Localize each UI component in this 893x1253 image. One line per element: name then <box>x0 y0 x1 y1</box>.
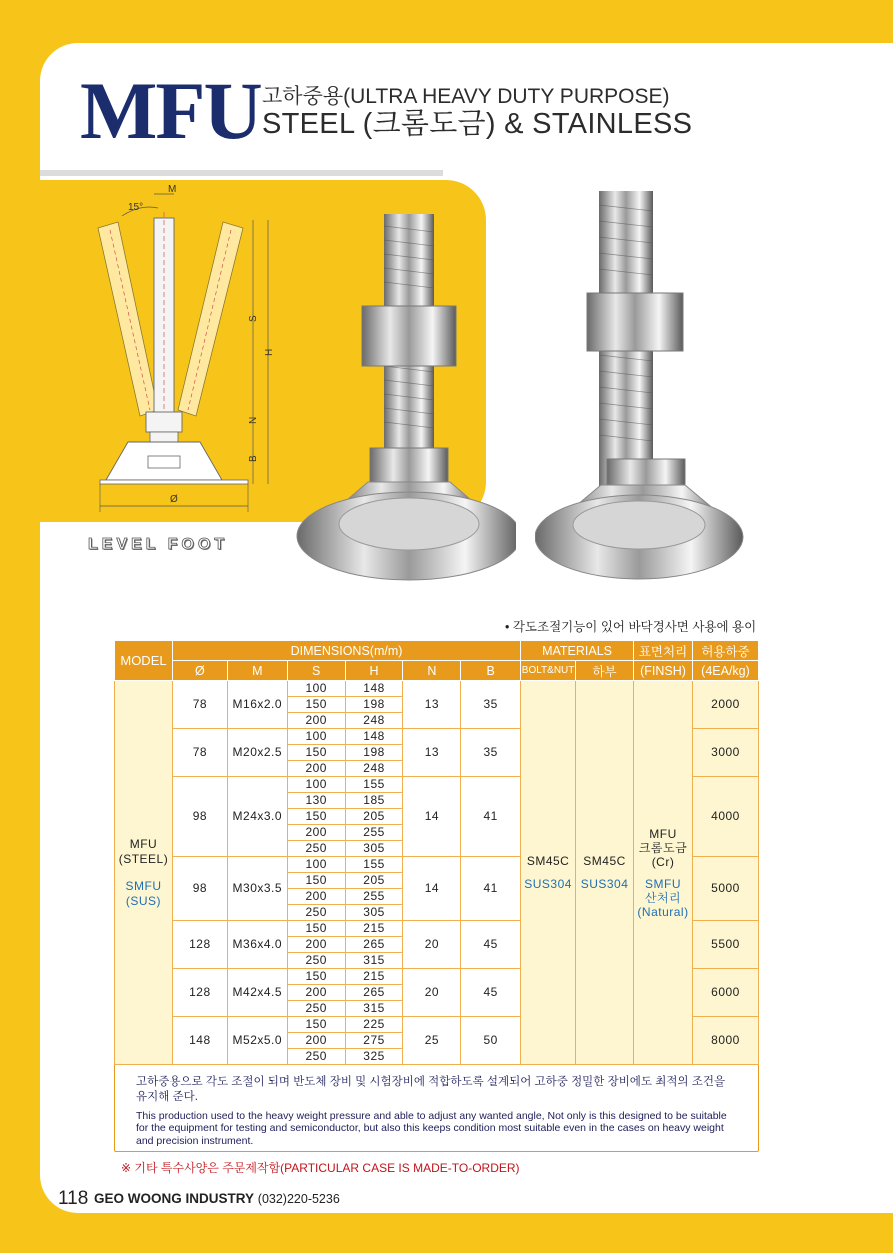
steel-hex-nut <box>362 306 456 366</box>
dia-cell: 98 <box>172 777 227 857</box>
company-phone: (032)220-5236 <box>257 1192 340 1206</box>
s-cell: 200 <box>287 713 345 729</box>
h-cell: 215 <box>345 921 403 937</box>
header-finish-en: (FINSH) <box>634 661 693 681</box>
s-cell: 130 <box>287 793 345 809</box>
description-korean: 고하중용으로 각도 조절이 되며 반도체 장비 및 시험장비에 적합하도록 설계되어 고하중 정밀한 장비에도 최적의 조건을 유지해 준다. <box>136 1076 726 1103</box>
dim-b-label: B <box>248 455 259 462</box>
s-cell: 100 <box>287 777 345 793</box>
model-steel-type: (STEEL) <box>118 851 169 866</box>
h-cell: 305 <box>345 905 403 921</box>
bolt-steel: SM45C <box>526 853 570 868</box>
h-cell: 315 <box>345 1001 403 1017</box>
header-dimensions: DIMENSIONS(m/m) <box>172 641 520 661</box>
s-cell: 200 <box>287 889 345 905</box>
header-load-en: (4EA/kg) <box>693 661 759 681</box>
header-h: H <box>345 661 403 681</box>
base-material-cell <box>576 681 634 1065</box>
base-sus: SUS304 <box>580 876 629 891</box>
steel-base-top <box>339 498 479 550</box>
bolt-material-cell <box>521 681 576 1065</box>
sus-hex-nut <box>587 293 683 351</box>
b-cell: 41 <box>461 857 521 921</box>
n-cell: 25 <box>403 1017 461 1065</box>
product-subtitle: 고하중용(ULTRA HEAVY DUTY PURPOSE) <box>262 85 670 108</box>
level-foot-diagram <box>88 180 288 520</box>
dia-cell: 148 <box>172 1017 227 1065</box>
h-cell: 215 <box>345 969 403 985</box>
dim-angle-label: 15° <box>128 202 144 213</box>
h-cell: 255 <box>345 825 403 841</box>
h-cell: 148 <box>345 729 403 745</box>
finish-steel-ko: 크롬도금 <box>638 840 688 855</box>
spec-table <box>114 640 759 1065</box>
n-cell: 14 <box>403 857 461 921</box>
h-cell: 148 <box>345 681 403 697</box>
header-base: 하부 <box>576 661 634 681</box>
s-cell: 150 <box>287 921 345 937</box>
thread-cell: M20x2.5 <box>227 729 287 777</box>
header-n: N <box>403 661 461 681</box>
model-steel <box>115 837 172 867</box>
b-cell: 45 <box>461 921 521 969</box>
dim-s-label: S <box>248 315 259 322</box>
load-cell: 4000 <box>693 777 759 857</box>
level-foot-caption: LEVEL FOOT <box>88 536 229 553</box>
finish-cell <box>634 681 693 1065</box>
base-plate <box>100 480 248 484</box>
finish-steel <box>634 827 692 869</box>
description-english: This production used to the heavy weight pressure and able to adjust any wanted angle, Not only is this designed to be suitable for the equipment for testing and semiconductor, but also this keeps condition most suitable even in the cases on heavy weight and precision instrument. <box>136 1110 727 1147</box>
product-description <box>136 1075 736 1147</box>
s-cell: 150 <box>287 969 345 985</box>
header-materials: MATERIALS <box>521 641 634 661</box>
n-cell: 14 <box>403 777 461 857</box>
h-cell: 155 <box>345 857 403 873</box>
thread-cell: M24x3.0 <box>227 777 287 857</box>
made-to-order-note: ※ 기타 특수사양은 주문제작함(PARTICULAR CASE IS MADE-TO-ORDER) <box>121 1161 520 1175</box>
n-cell: 13 <box>403 729 461 777</box>
s-cell: 200 <box>287 937 345 953</box>
page-number: 118 <box>58 1188 89 1209</box>
dim-m-label: M <box>168 184 177 195</box>
s-cell: 150 <box>287 1017 345 1033</box>
model-sus-code: SMFU <box>125 878 162 893</box>
finish-sus-en: (Natural) <box>637 904 689 919</box>
dia-cell: 78 <box>172 729 227 777</box>
h-cell: 198 <box>345 697 403 713</box>
h-cell: 205 <box>345 873 403 889</box>
model-sus <box>115 879 172 909</box>
n-cell: 20 <box>403 921 461 969</box>
load-cell: 5000 <box>693 857 759 921</box>
bolt-sus: SUS304 <box>524 876 572 891</box>
dia-cell: 128 <box>172 969 227 1017</box>
stainless-level-foot-photo <box>535 185 750 595</box>
b-cell: 45 <box>461 969 521 1017</box>
header-m: M <box>227 661 287 681</box>
load-cell: 8000 <box>693 1017 759 1065</box>
dia-cell: 98 <box>172 857 227 921</box>
h-cell: 225 <box>345 1017 403 1033</box>
header-model: MODEL <box>115 641 173 681</box>
h-cell: 315 <box>345 953 403 969</box>
header-rule <box>40 170 443 176</box>
h-cell: 265 <box>345 985 403 1001</box>
s-cell: 250 <box>287 905 345 921</box>
s-cell: 150 <box>287 745 345 761</box>
spec-table-body <box>115 681 759 1065</box>
load-cell: 5500 <box>693 921 759 969</box>
s-cell: 150 <box>287 697 345 713</box>
n-cell: 13 <box>403 681 461 729</box>
model-steel-code: MFU <box>129 836 158 851</box>
s-cell: 200 <box>287 825 345 841</box>
b-cell: 50 <box>461 1017 521 1065</box>
angle-adjust-note: • 각도조절기능이 있어 바닥경사면 사용에 용이 <box>505 620 757 634</box>
header-bolt-nut: BOLT&NUT <box>521 661 576 681</box>
dia-cell: 78 <box>172 681 227 729</box>
h-cell: 198 <box>345 745 403 761</box>
base-socket <box>148 456 180 468</box>
h-cell: 305 <box>345 841 403 857</box>
model-code-title: MFU <box>80 65 261 156</box>
ball-joint <box>150 432 178 442</box>
nut <box>146 412 182 432</box>
dia-cell: 128 <box>172 921 227 969</box>
s-cell: 100 <box>287 857 345 873</box>
h-cell: 325 <box>345 1049 403 1065</box>
n-cell: 20 <box>403 969 461 1017</box>
dim-n-label: N <box>248 416 259 424</box>
h-cell: 185 <box>345 793 403 809</box>
load-cell: 3000 <box>693 729 759 777</box>
header-s: S <box>287 661 345 681</box>
s-cell: 250 <box>287 1049 345 1065</box>
model-sus-type: (SUS) <box>125 893 162 908</box>
tilted-bolt-left <box>98 222 158 416</box>
s-cell: 250 <box>287 1001 345 1017</box>
spec-table-header <box>115 641 759 681</box>
tilted-bolt-right <box>178 222 243 416</box>
b-cell: 35 <box>461 681 521 729</box>
header-dia: Ø <box>172 661 227 681</box>
header-load-ko: 허용하중 <box>693 641 759 661</box>
header-b: B <box>461 661 521 681</box>
h-cell: 248 <box>345 713 403 729</box>
finish-steel-code: MFU <box>649 826 677 841</box>
thread-cell: M36x4.0 <box>227 921 287 969</box>
h-cell: 248 <box>345 761 403 777</box>
load-cell: 6000 <box>693 969 759 1017</box>
h-cell: 275 <box>345 1033 403 1049</box>
finish-sus-code: SMFU <box>645 876 682 891</box>
finish-steel-en: (Cr) <box>651 854 675 869</box>
thread-cell: M42x4.5 <box>227 969 287 1017</box>
s-cell: 200 <box>287 1033 345 1049</box>
base-steel: SM45C <box>583 853 626 868</box>
s-cell: 100 <box>287 681 345 697</box>
model-cell <box>115 681 173 1065</box>
h-cell: 255 <box>345 889 403 905</box>
thread-cell: M16x2.0 <box>227 681 287 729</box>
s-cell: 250 <box>287 953 345 969</box>
load-cell: 2000 <box>693 681 759 729</box>
s-cell: 150 <box>287 809 345 825</box>
dim-dia-label: Ø <box>170 494 178 505</box>
s-cell: 150 <box>287 873 345 889</box>
thread-cell: M52x5.0 <box>227 1017 287 1065</box>
s-cell: 100 <box>287 729 345 745</box>
b-cell: 41 <box>461 777 521 857</box>
s-cell: 200 <box>287 985 345 1001</box>
steel-level-foot-photo <box>296 206 516 596</box>
s-cell: 250 <box>287 841 345 857</box>
dim-h-label: H <box>264 348 275 356</box>
h-cell: 155 <box>345 777 403 793</box>
header-finish-ko: 표면처리 <box>634 641 693 661</box>
thread-cell: M30x3.5 <box>227 857 287 921</box>
company-footer <box>94 1191 340 1206</box>
finish-sus-ko: 산처리 <box>644 890 682 905</box>
b-cell: 35 <box>461 729 521 777</box>
h-cell: 265 <box>345 937 403 953</box>
company-name: GEO WOONG INDUSTRY <box>94 1191 255 1206</box>
table-row <box>115 681 759 697</box>
h-cell: 205 <box>345 809 403 825</box>
sus-base-top <box>573 501 705 549</box>
finish-sus <box>634 877 692 919</box>
s-cell: 200 <box>287 761 345 777</box>
product-headline: STEEL (크롬도금) & STAINLESS <box>262 108 693 140</box>
